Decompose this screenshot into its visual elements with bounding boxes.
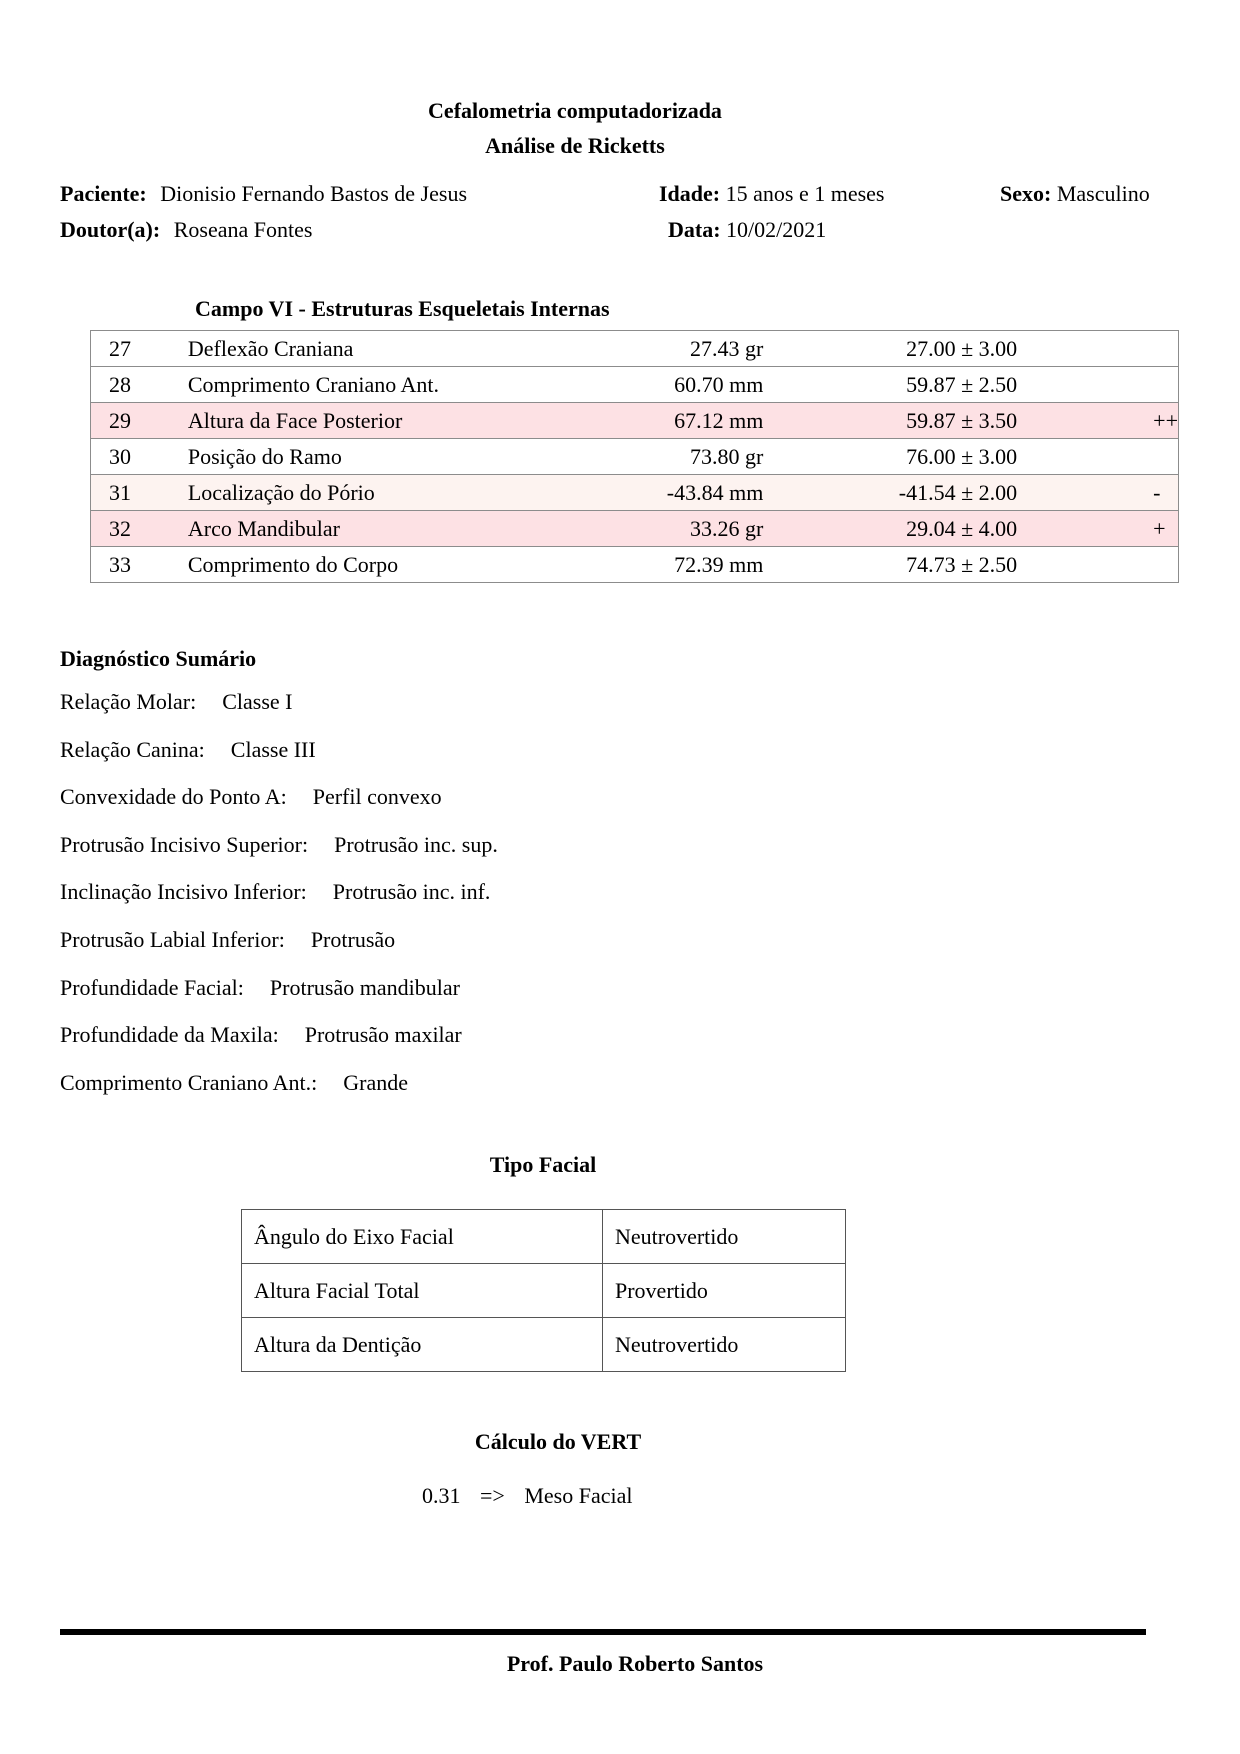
campo-row-flag: - (1033, 475, 1178, 511)
campo-row-name: Posição do Ramo (186, 439, 605, 475)
diagnostico-value: Classe III (230, 736, 316, 762)
diagnostico-label: Protrusão Labial Inferior: (60, 927, 285, 952)
campo-row-norm: 76.00 ± 3.00 (771, 439, 1033, 475)
campo-row-number: 31 (91, 475, 186, 511)
diagnostico-value: Perfil convexo (312, 784, 442, 810)
diagnostico-label: Profundidade da Maxila: (60, 1022, 279, 1048)
diagnostico-value: Classe I (222, 689, 293, 714)
diagnostico-label: Relação Canina: (60, 736, 205, 762)
doctor-label: Doutor(a): (60, 217, 161, 242)
footer-rule (60, 1629, 1146, 1635)
footer-signature: Prof. Paulo Roberto Santos (506, 1651, 764, 1676)
diagnostico-label: Inclinação Incisivo Inferior: (60, 879, 307, 905)
diagnostico-item (60, 689, 293, 715)
age-value: 15 anos e 1 meses (725, 181, 885, 206)
campo-row-number: 29 (91, 403, 186, 439)
campo-row-flag: + (1033, 511, 1178, 547)
tipo-facial-value: Provertido (603, 1264, 846, 1318)
age-label: Idade: (659, 181, 721, 206)
campo-row-name: Altura da Face Posterior (186, 403, 605, 439)
diagnostico-label: Convexidade do Ponto A: (60, 784, 287, 810)
diagnostico-value: Protrusão inc. inf. (332, 879, 491, 905)
diagnostico-item (60, 737, 316, 763)
campo-row (91, 511, 1179, 547)
tipo-facial-table (241, 1209, 846, 1372)
diagnostico-item (60, 1022, 462, 1048)
vert-result: Meso Facial (524, 1483, 633, 1508)
date-line (668, 217, 826, 243)
diagnostico-value: Protrusão maxilar (304, 1022, 462, 1048)
tipo-facial-name: Altura Facial Total (242, 1264, 603, 1318)
diagnostico-title: Diagnóstico Sumário (60, 646, 257, 671)
campo-row-number: 33 (91, 547, 186, 583)
campo-row-flag: ++ (1033, 403, 1178, 439)
vert-arrow: => (480, 1483, 505, 1508)
campo-row-flag (1033, 331, 1178, 367)
diagnostico-value: Protrusão (310, 927, 396, 952)
sex-value: Masculino (1056, 181, 1150, 206)
diagnostico-item (60, 1070, 408, 1096)
campo-row-number: 28 (91, 367, 186, 403)
campo-row-norm: 27.00 ± 3.00 (771, 331, 1033, 367)
campo-row-name: Localização do Pório (186, 475, 605, 511)
campo-row-number: 32 (91, 511, 186, 547)
campo-row-value: 67.12 mm (604, 403, 771, 439)
patient-name: Dionisio Fernando Bastos de Jesus (160, 181, 467, 206)
campo-row-norm: 59.87 ± 3.50 (771, 403, 1033, 439)
campo-row (91, 475, 1179, 511)
campo-row-flag (1033, 367, 1178, 403)
sex-line (1000, 181, 1150, 207)
vert-value: 0.31 (422, 1483, 461, 1508)
campo-title: Campo VI - Estruturas Esqueletais Internas (195, 296, 610, 321)
tipo-facial-name: Altura da Dentição (242, 1318, 603, 1372)
document-title: Cefalometria computadorizada (428, 98, 722, 123)
diagnostico-value: Protrusão inc. sup. (334, 831, 498, 857)
campo-row-name: Comprimento do Corpo (186, 547, 605, 583)
date-value: 10/02/2021 (726, 217, 827, 242)
diagnostico-item (60, 879, 490, 905)
campo-table (90, 330, 1179, 583)
campo-row-value: 73.80 gr (604, 439, 771, 475)
diagnostico-item (60, 975, 460, 1001)
campo-row (91, 403, 1179, 439)
patient-label: Paciente: (60, 181, 147, 206)
doctor-name: Roseana Fontes (173, 217, 313, 242)
campo-row-name: Deflexão Craniana (186, 331, 605, 367)
campo-row-norm: 74.73 ± 2.50 (771, 547, 1033, 583)
campo-row-value: -43.84 mm (604, 475, 771, 511)
diagnostico-label: Profundidade Facial: (60, 974, 244, 1000)
diagnostico-item (60, 927, 395, 953)
diagnostico-item (60, 784, 442, 810)
campo-row-norm: 29.04 ± 4.00 (771, 511, 1033, 547)
campo-row (91, 547, 1179, 583)
diagnostico-label: Relação Molar: (60, 689, 197, 714)
tipo-facial-value: Neutrovertido (603, 1210, 846, 1264)
sex-label: Sexo: (1000, 181, 1052, 206)
vert-title: Cálculo do VERT (474, 1429, 642, 1454)
campo-row (91, 439, 1179, 475)
tipo-facial-row (242, 1318, 846, 1372)
campo-row (91, 331, 1179, 367)
tipo-facial-row (242, 1264, 846, 1318)
diagnostico-value: Protrusão mandibular (269, 974, 460, 1000)
date-label: Data: (668, 217, 721, 242)
campo-row (91, 367, 1179, 403)
campo-row-flag (1033, 439, 1178, 475)
campo-row-number: 27 (91, 331, 186, 367)
vert-line (422, 1483, 632, 1509)
campo-row-value: 33.26 gr (604, 511, 771, 547)
patient-line (60, 181, 467, 207)
diagnostico-value: Grande (343, 1069, 409, 1095)
campo-row-value: 72.39 mm (604, 547, 771, 583)
document-subtitle: Análise de Ricketts (485, 133, 665, 158)
campo-row-norm: -41.54 ± 2.00 (771, 475, 1033, 511)
campo-row-value: 27.43 gr (604, 331, 771, 367)
tipo-facial-row (242, 1210, 846, 1264)
tipo-facial-title: Tipo Facial (489, 1152, 597, 1177)
doctor-line (60, 217, 312, 243)
campo-row-value: 60.70 mm (604, 367, 771, 403)
tipo-facial-value: Neutrovertido (603, 1318, 846, 1372)
campo-row-norm: 59.87 ± 2.50 (771, 367, 1033, 403)
diagnostico-item (60, 832, 498, 858)
campo-row-number: 30 (91, 439, 186, 475)
diagnostico-label: Comprimento Craniano Ant.: (60, 1069, 318, 1095)
campo-row-name: Comprimento Craniano Ant. (186, 367, 605, 403)
diagnostico-label: Protrusão Incisivo Superior: (60, 831, 309, 857)
campo-row-flag (1033, 547, 1178, 583)
tipo-facial-name: Ângulo do Eixo Facial (242, 1210, 603, 1264)
campo-row-name: Arco Mandibular (186, 511, 605, 547)
age-line (659, 181, 884, 207)
